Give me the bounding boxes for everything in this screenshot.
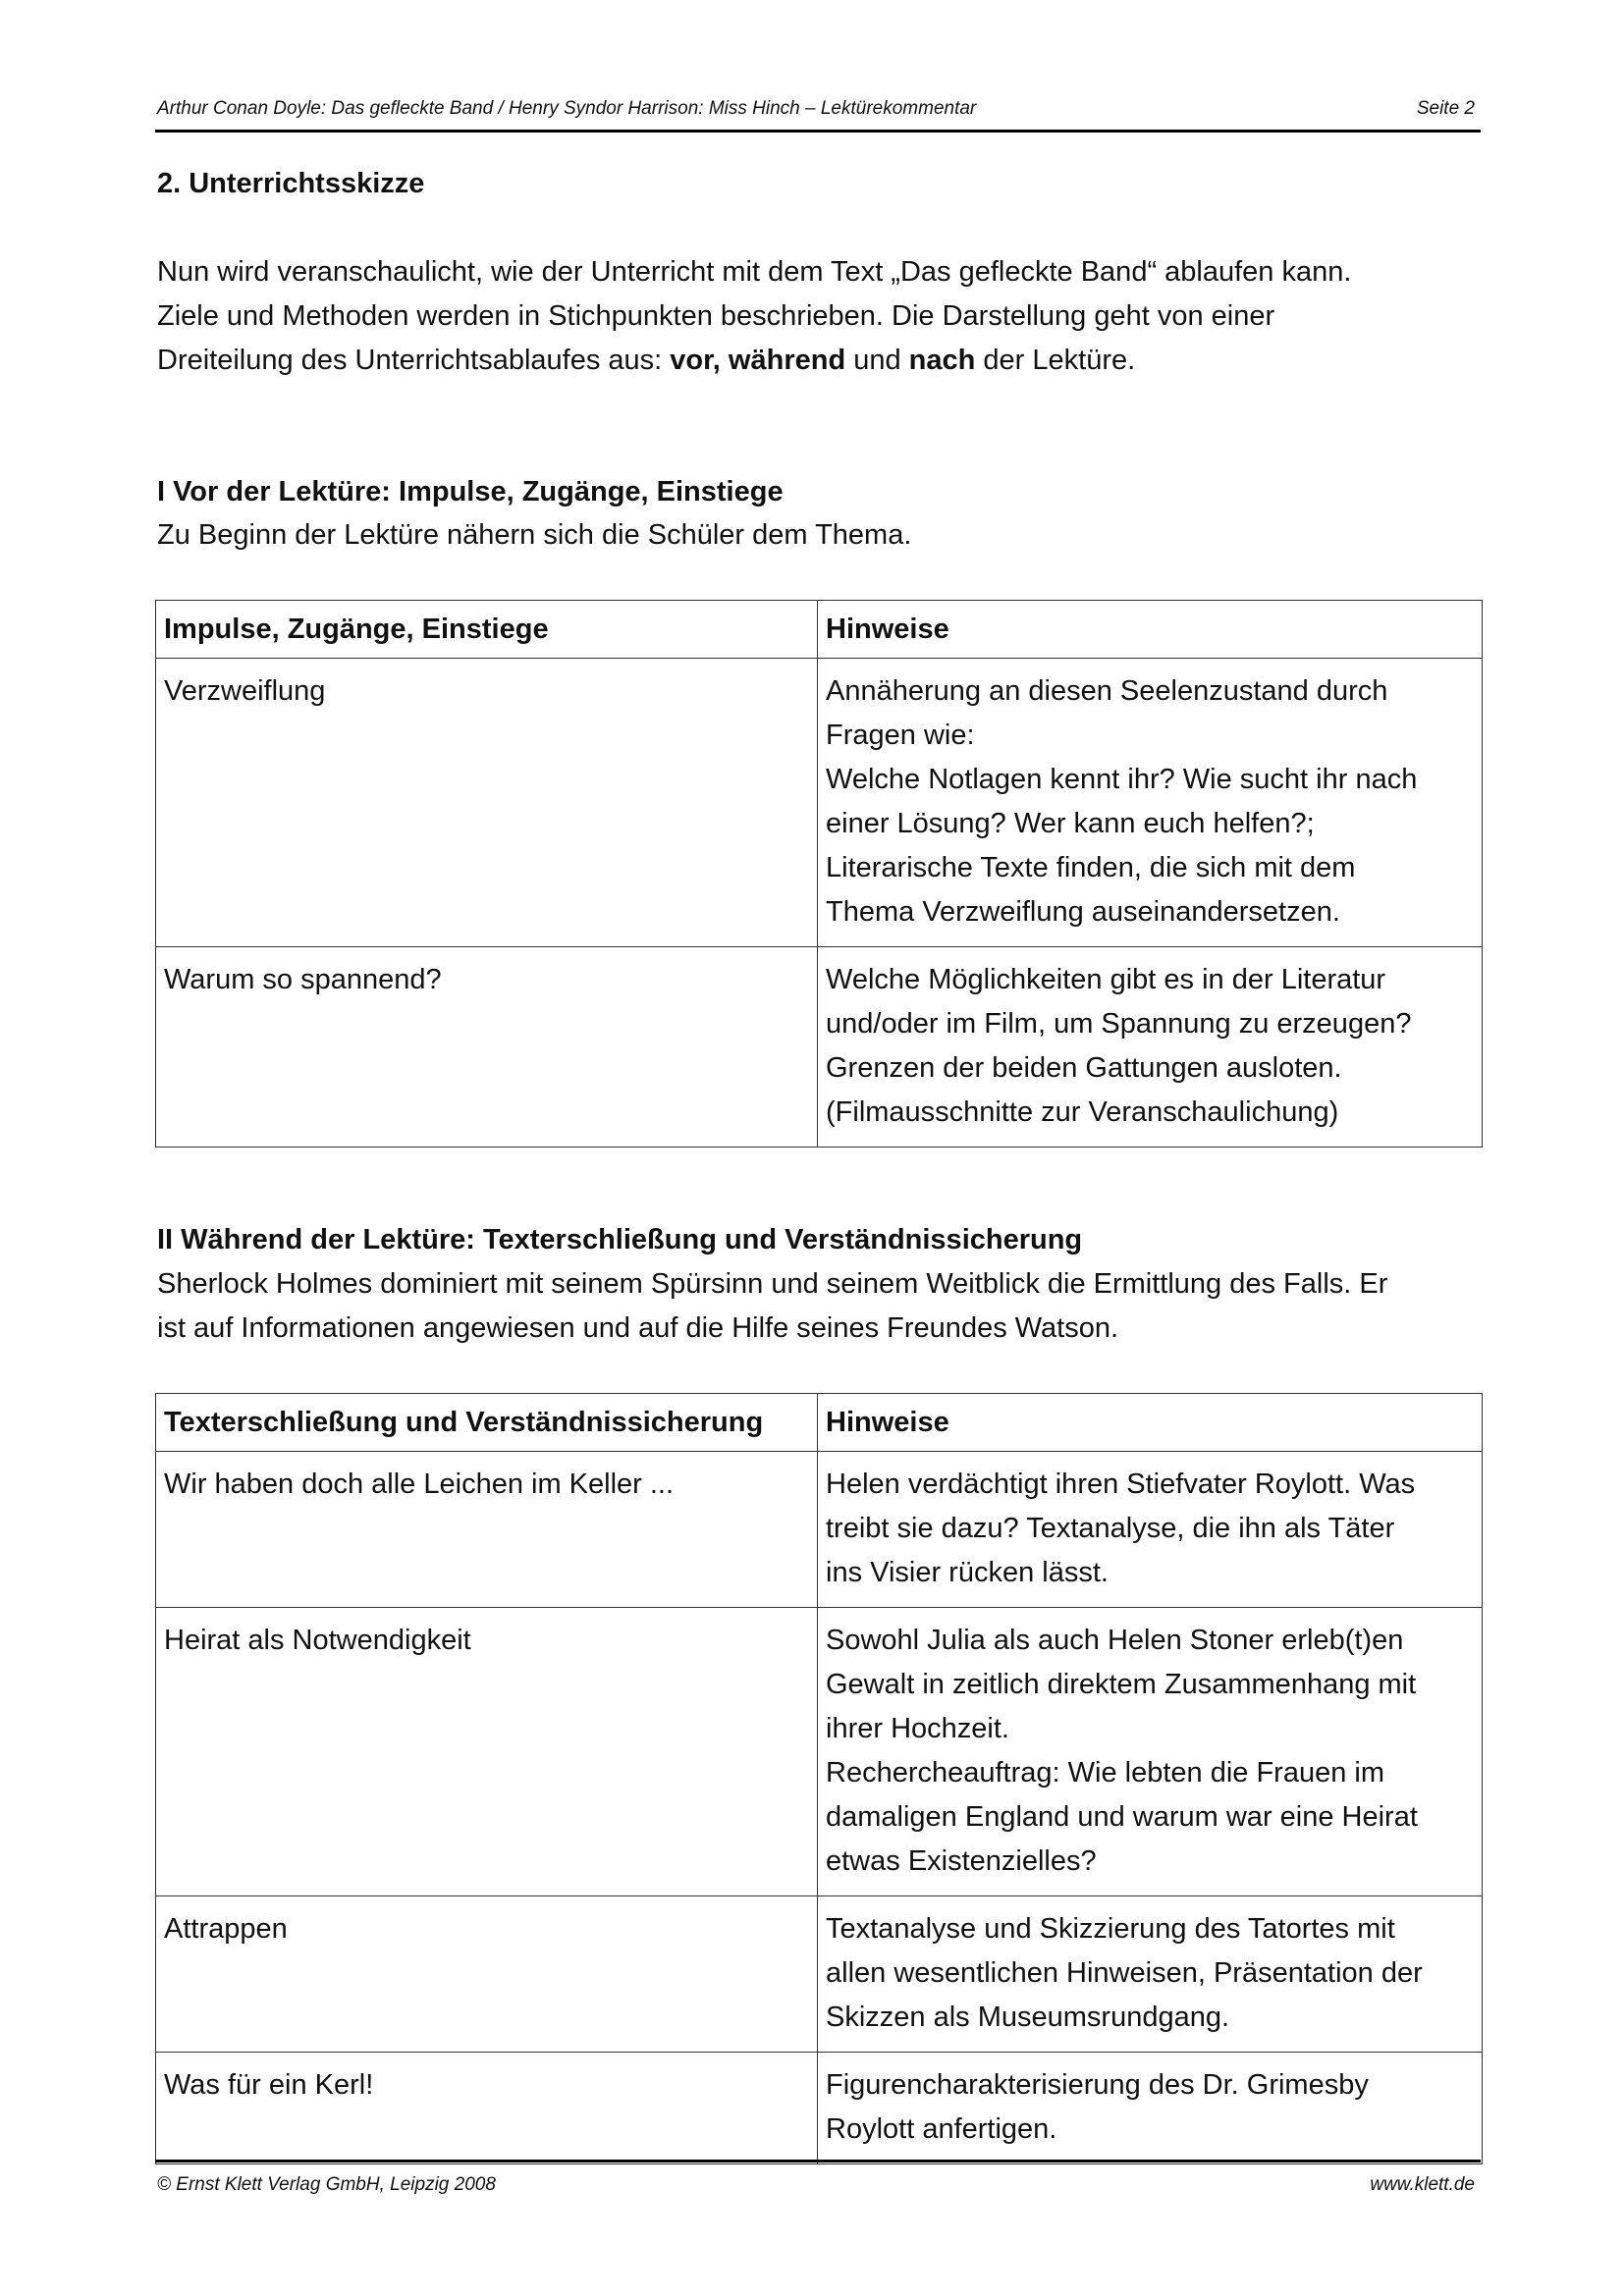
note-line: (Filmausschnitte zur Veranschaulichung) [826,1096,1339,1128]
note-line: Literarische Texte finden, die sich mit dem [826,852,1356,883]
intro-paragraph [157,250,1473,383]
intro-text: der Lektüre. [975,345,1136,376]
row-notes [818,2053,1483,2164]
intro-emphasis-after: nach [908,345,976,376]
website-link: www.klett.de [1370,2174,1475,2195]
description-line: ist auf Informationen angewiesen und auf die Hilfe seines Freundes Watson. [157,1312,1119,1344]
column-header-notes: Hinweise [818,1394,1483,1452]
note-line: Welche Möglichkeiten gibt es in der Literatur [826,964,1386,995]
note-line: ihrer Hochzeit. [826,1713,1009,1744]
note-line: ins Visier rücken lässt. [826,1557,1109,1588]
note-line: einer Lösung? Wer kann euch helfen?; [826,808,1315,839]
intro-text: und [845,345,909,376]
note-line: und/oder im Film, um Spannung zu erzeugen? [826,1008,1412,1040]
note-line: damaligen England und warum war eine Heirat [826,1801,1418,1833]
copyright-notice: © Ernst Klett Verlag GmbH, Leipzig 2008 [157,2174,496,2195]
row-topic: Was für ein Kerl! [156,2053,818,2164]
table-row [156,659,1483,947]
part2-table [155,1393,1483,2164]
row-topic: Heirat als Notwendigkeit [156,1608,818,1896]
note-line: Textanalyse und Skizzierung des Tatortes mit [826,1913,1395,1945]
note-line: Skizzen als Museumsrundgang. [826,2002,1230,2033]
row-topic: Verzweiflung [156,659,818,947]
note-line: Annäherung an diesen Seelenzustand durch [826,675,1388,707]
page-header [155,94,1481,133]
column-header-topic: Texterschließung und Verständnissicherung [156,1394,818,1452]
note-line: treibt sie dazu? Textanalyse, die ihn als Täter [826,1513,1395,1544]
note-line: Grenzen der beiden Gattungen ausloten. [826,1052,1342,1084]
part1-heading: I Vor der Lektüre: Impulse, Zugänge, Einstiege [157,476,784,507]
table-header-row [156,1394,1483,1452]
part2-description [157,1262,1473,1351]
page-footer [155,2160,1481,2195]
part1-table [155,600,1483,1148]
page-number: Seite 2 [1416,98,1475,119]
document-page [155,0,1481,2296]
note-line: Welche Notlagen kennt ihr? Wie sucht ihr nach [826,764,1418,795]
intro-emphasis-before-during: vor, während [670,345,846,376]
description-line: Sherlock Holmes dominiert mit seinem Spürsinn und seinem Weitblick die Ermittlung des Falls. Er [157,1268,1388,1300]
note-line: Gewalt in zeitlich direktem Zusammenhang mit [826,1669,1417,1700]
column-header-notes: Hinweise [818,601,1483,659]
row-topic: Attrappen [156,1896,818,2053]
note-line: allen wesentlichen Hinweisen, Präsentation der [826,1957,1423,1989]
row-topic: Wir haben doch alle Leichen im Keller ... [156,1452,818,1608]
table-row [156,1896,1483,2053]
note-line: Thema Verzweiflung auseinandersetzen. [826,896,1340,928]
row-notes [818,1452,1483,1608]
section-heading: 2. Unterrichtsskizze [157,168,425,199]
table-header-row [156,601,1483,659]
row-notes [818,1608,1483,1896]
note-line: etwas Existenzielles? [826,1845,1097,1877]
table-row [156,1608,1483,1896]
part1-description: Zu Beginn der Lektüre nähern sich die Schüler dem Thema. [157,519,912,551]
intro-text: Dreiteilung des Unterrichtsablaufes aus: [157,345,671,376]
note-line: Helen verdächtigt ihren Stiefvater Roylott. Was [826,1468,1416,1500]
row-notes [818,1896,1483,2053]
table-row [156,947,1483,1148]
note-line: Figurencharakterisierung des Dr. Grimesby [826,2069,1369,2101]
intro-line-1: Nun wird veranschaulicht, wie der Unterricht mit dem Text „Das gefleckte Band“ ablaufen kann. [157,256,1352,288]
note-line: Roylott anfertigen. [826,2113,1057,2145]
row-notes [818,659,1483,947]
note-line: Rechercheauftrag: Wie lebten die Frauen im [826,1757,1385,1789]
intro-line-2: Ziele und Methoden werden in Stichpunkten beschrieben. Die Darstellung geht von einer [157,300,1275,332]
row-notes [818,947,1483,1148]
table-row [156,1452,1483,1608]
part2-heading: II Während der Lektüre: Texterschließung und Verständnissicherung [157,1224,1083,1255]
header-title: Arthur Conan Doyle: Das gefleckte Band / Henry Syndor Harrison: Miss Hinch – Lektürekommentar [157,98,977,119]
row-topic: Warum so spannend? [156,947,818,1148]
note-line: Fragen wie: [826,720,975,751]
table-row [156,2053,1483,2164]
intro-line-3 [157,339,1473,383]
note-line: Sowohl Julia als auch Helen Stoner erleb(t)en [826,1625,1404,1656]
column-header-topic: Impulse, Zugänge, Einstiege [156,601,818,659]
